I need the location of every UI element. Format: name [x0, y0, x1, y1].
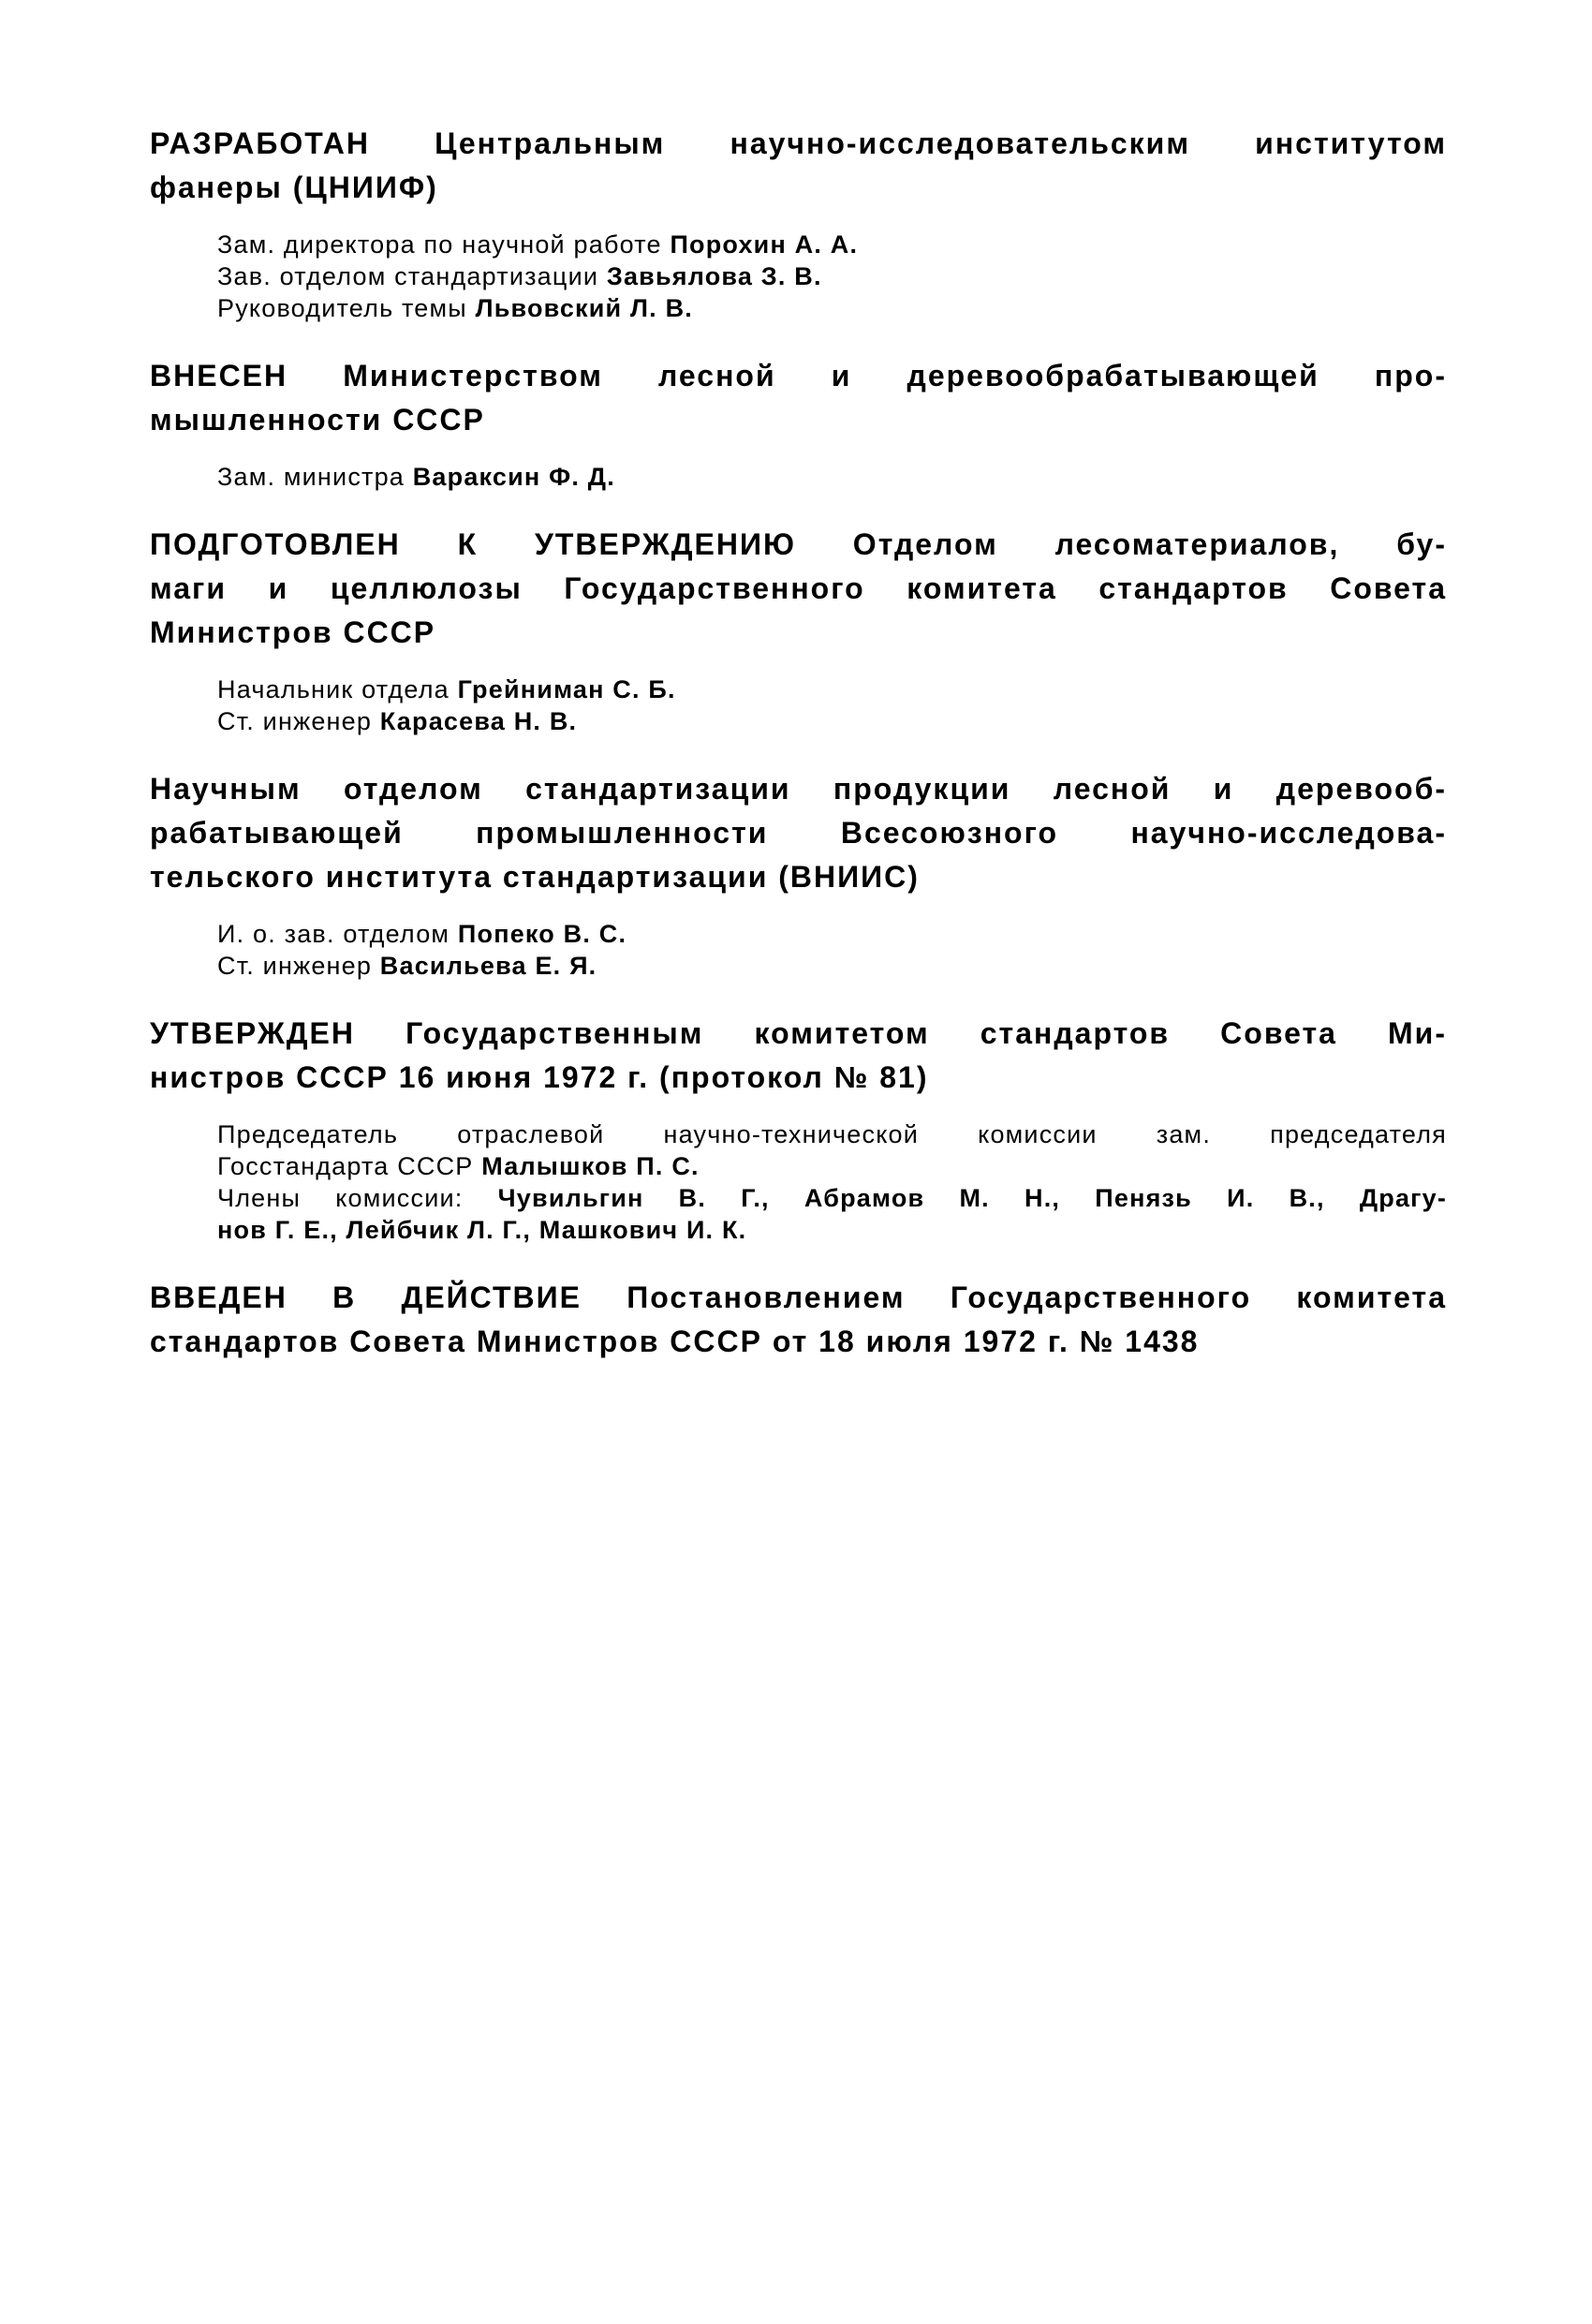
section-details	[150, 918, 1447, 982]
section-details	[150, 674, 1447, 737]
detail-role: Ст. инженер	[217, 707, 373, 735]
detail-line	[217, 229, 1447, 260]
detail-line	[217, 918, 1447, 950]
section-heading	[150, 523, 1447, 655]
detail-name: Малышков П. С.	[481, 1152, 700, 1180]
heading-line: мышленности СССР	[150, 403, 485, 437]
detail-line	[217, 1118, 1447, 1150]
detail-role: Начальник отдела	[217, 675, 450, 703]
heading-line: маги и целлюлозы Государственного комитета стандартов Совета	[150, 571, 1447, 605]
detail-line	[217, 674, 1447, 705]
heading-line: Министров СССР	[150, 615, 436, 649]
section-submitted	[150, 354, 1447, 493]
detail-name: Грейниман С. Б.	[457, 675, 676, 703]
heading-line: УТВЕРЖДЕН Государственным комитетом стандартов Совета Ми-	[150, 1016, 1447, 1050]
heading-line: тельского института стандартизации (ВНИИС)	[150, 860, 920, 894]
heading-line: ПОДГОТОВЛЕН К УТВЕРЖДЕНИЮ Отделом лесоматериалов, бу-	[150, 527, 1447, 561]
detail-role: Ст. инженер	[217, 952, 373, 980]
detail-role: Председатель отраслевой научно-технической комиссии зам. председателя	[217, 1120, 1447, 1148]
section-heading	[150, 122, 1447, 210]
detail-name: Львовский Л. В.	[475, 294, 693, 322]
detail-name: Завьялова З. В.	[606, 262, 822, 290]
detail-role: Госстандарта СССР	[217, 1152, 474, 1180]
detail-role: И. о. зав. отделом	[217, 920, 450, 948]
heading-line: рабатывающей промышленности Всесоюзного научно-исследова-	[150, 816, 1447, 850]
detail-role: Руководитель темы	[217, 294, 467, 322]
detail-name: Попеко В. С.	[457, 920, 627, 948]
section-science-dept	[150, 767, 1447, 982]
section-prepared-for-approval	[150, 523, 1447, 737]
detail-role: Зам. министра	[217, 463, 405, 491]
section-developed	[150, 122, 1447, 324]
section-heading	[150, 354, 1447, 442]
heading-line: нистров СССР 16 июня 1972 г. (протокол № 81)	[150, 1060, 929, 1094]
section-heading	[150, 767, 1447, 899]
detail-line	[217, 1182, 1447, 1214]
detail-name: Вараксин Ф. Д.	[412, 463, 615, 491]
detail-name: Порохин А. А.	[670, 230, 859, 259]
section-heading	[150, 1276, 1447, 1364]
detail-role: Зав. отделом стандартизации	[217, 262, 599, 290]
heading-line: фанеры (ЦНИИФ)	[150, 170, 438, 204]
detail-name: нов Г. Е., Лейбчик Л. Г., Машкович И. К.	[217, 1216, 747, 1244]
detail-line	[217, 705, 1447, 737]
heading-line: ВВЕДЕН В ДЕЙСТВИЕ Постановлением Государственного комитета	[150, 1280, 1447, 1314]
section-effective	[150, 1276, 1447, 1364]
detail-name: Чувильгин В. Г., Абрамов М. Н., Пенязь И. В., Драгу-	[497, 1184, 1448, 1212]
detail-line	[217, 950, 1447, 982]
section-details	[150, 229, 1447, 324]
detail-line	[217, 1150, 1447, 1182]
detail-name: Карасева Н. В.	[379, 707, 578, 735]
detail-line	[217, 461, 1447, 493]
detail-role: Зам. директора по научной работе	[217, 230, 662, 259]
heading-line: стандартов Совета Министров СССР от 18 июля 1972 г. № 1438	[150, 1325, 1200, 1358]
detail-name: Васильева Е. Я.	[379, 952, 597, 980]
section-heading	[150, 1012, 1447, 1100]
detail-role: Члены комиссии:	[217, 1184, 464, 1212]
heading-line: ВНЕСЕН Министерством лесной и деревообрабатывающей про-	[150, 359, 1447, 392]
section-details	[150, 1118, 1447, 1246]
heading-line: Научным отделом стандартизации продукции лесной и деревооб-	[150, 772, 1447, 806]
detail-line	[217, 1214, 1447, 1246]
section-details	[150, 461, 1447, 493]
detail-line	[217, 292, 1447, 324]
detail-line	[217, 260, 1447, 292]
section-approved	[150, 1012, 1447, 1246]
heading-line: РАЗРАБОТАН Центральным научно-исследовательским институтом	[150, 126, 1447, 160]
